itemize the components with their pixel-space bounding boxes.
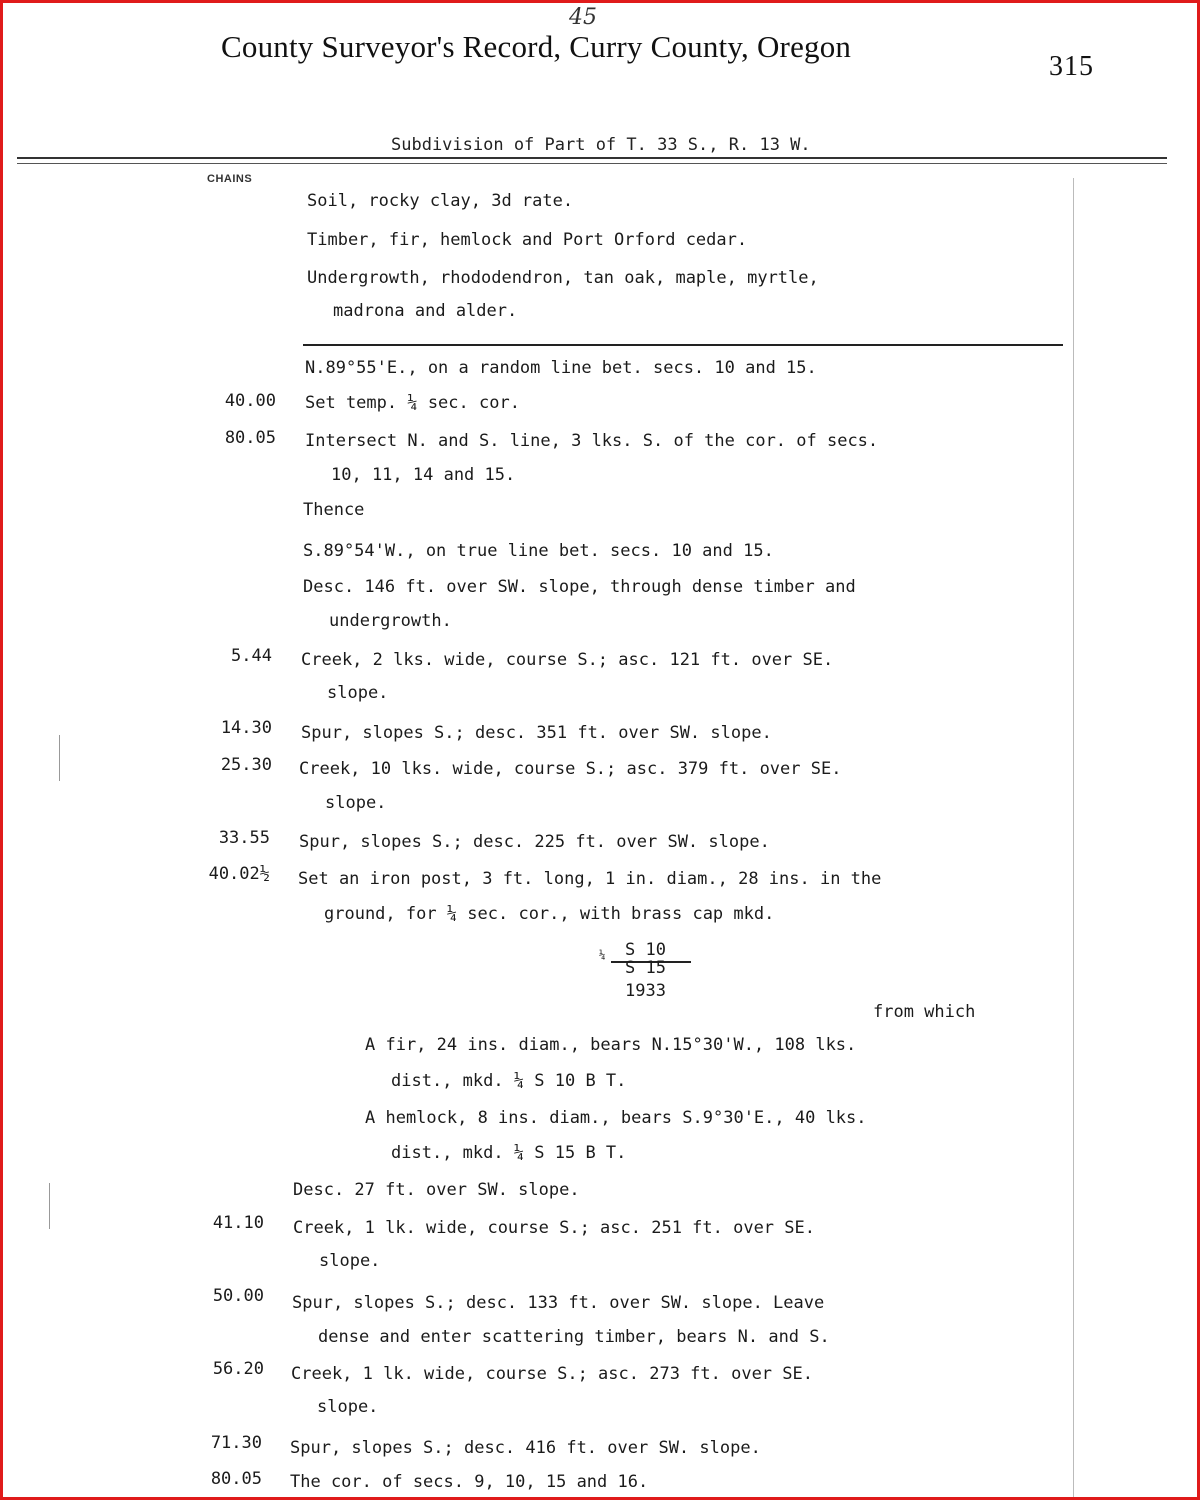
entry-chains: 41.10 [212,1213,264,1233]
header-rule [17,157,1167,159]
entry-chains: 56.20 [212,1359,264,1379]
bearing-tree-line: A hemlock, 8 ins. diam., bears S.9°30'E., 40 lks. [365,1108,867,1128]
entry-text: Spur, slopes S.; desc. 225 ft. over SW. slope. [299,832,770,852]
intro-line: Timber, fir, hemlock and Port Orford cedar. [307,230,748,250]
quarter-symbol: ¼ [599,948,606,961]
entry-text: undergrowth. [329,611,452,631]
entry-text: Desc. 146 ft. over SW. slope, through dense timber and [303,577,856,597]
entry-text: slope. [319,1251,381,1271]
entry-text: Set temp. ¼ sec. cor. [305,393,520,413]
entry-text: ground, for ¼ sec. cor., with brass cap mkd. [324,904,775,924]
cap-numerator: S 10 [625,940,666,960]
entry-text: Intersect N. and S. line, 3 lks. S. of the cor. of secs. [305,431,879,451]
entry-chains: 50.00 [212,1286,264,1306]
entry-text: Creek, 10 lks. wide, course S.; asc. 379 ft. over SE. [299,759,842,779]
entry-text: Spur, slopes S.; desc. 133 ft. over SW. slope. Leave [292,1293,825,1313]
page-subtitle: Subdivision of Part of T. 33 S., R. 13 W. [391,135,811,155]
intro-line: madrona and alder. [333,301,518,321]
entry-text: 10, 11, 14 and 15. [331,465,516,485]
header-rule-thin [17,163,1167,164]
entry-text: slope. [317,1397,379,1417]
cap-denominator: S 15 [625,958,666,978]
entry-chains: 80.05 [210,1469,262,1489]
handwritten-note: 45 [569,5,597,30]
entry-text: Creek, 1 lk. wide, course S.; asc. 273 ft. over SE. [291,1364,813,1384]
entry-chains: 5.44 [231,646,272,666]
entry-text: slope. [325,793,387,813]
bearing-tree-line: A fir, 24 ins. diam., bears N.15°30'W., 108 lks. [365,1035,857,1055]
entry-chains: 40.00 [224,391,276,411]
entry-text: N.89°55'E., on a random line bet. secs. 10 and 15. [305,358,817,378]
intro-line: Undergrowth, rhododendron, tan oak, maple, myrtle, [307,268,819,288]
entry-chains: 14.30 [220,718,272,738]
entry-text: S.89°54'W., on true line bet. secs. 10 and 15. [303,541,774,561]
entry-chains: 71.30 [210,1433,262,1453]
entry-chains: 25.30 [220,755,272,775]
margin-mark [59,735,60,781]
entry-text: Spur, slopes S.; desc. 351 ft. over SW. slope. [301,723,772,743]
intro-line: Soil, rocky clay, 3d rate. [307,191,574,211]
cap-year: 1933 [625,981,666,1001]
page-number: 315 [1049,51,1094,82]
bearing-tree-line: dist., mkd. ¼ S 15 B T. [391,1143,627,1163]
entry-text: Set an iron post, 3 ft. long, 1 in. diam., 28 ins. in the [298,869,882,889]
entry-text: Thence [303,500,365,520]
entry-chains: 80.05 [224,428,276,448]
margin-line [1073,178,1074,1498]
entry-text: dense and enter scattering timber, bears N. and S. [318,1327,830,1347]
entry-chains: 33.55 [218,828,270,848]
bearing-tree-line: dist., mkd. ¼ S 10 B T. [391,1071,627,1091]
section-divider [303,344,1063,346]
margin-mark [49,1183,50,1229]
entry-text: Creek, 1 lk. wide, course S.; asc. 251 ft. over SE. [293,1218,815,1238]
entry-text: Spur, slopes S.; desc. 416 ft. over SW. slope. [290,1438,761,1458]
entry-text: slope. [327,683,389,703]
chains-column-header: CHAINS [207,173,253,185]
from-which-label: from which [873,1002,976,1022]
entry-text: Creek, 2 lks. wide, course S.; asc. 121 ft. over SE. [301,650,834,670]
entry-text: The cor. of secs. 9, 10, 15 and 16. [290,1472,649,1492]
page-title: County Surveyor's Record, Curry County, Oregon [221,29,852,64]
entry-chains: 40.02½ [208,864,270,884]
entry-text: Desc. 27 ft. over SW. slope. [293,1180,580,1200]
